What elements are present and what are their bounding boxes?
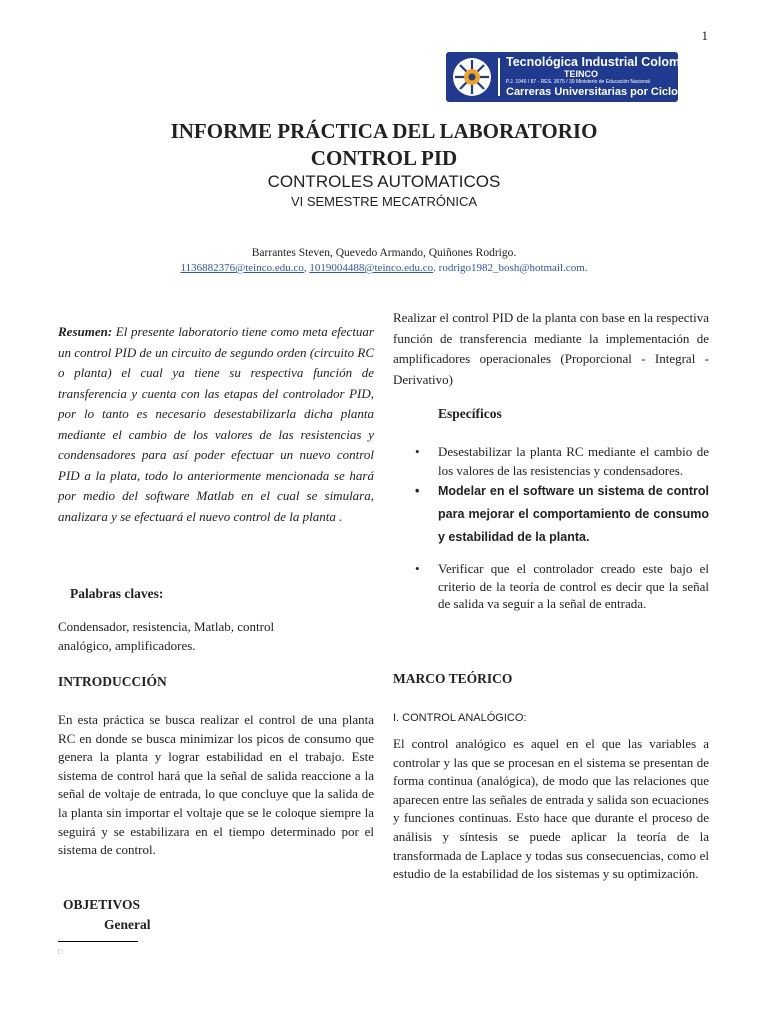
theory-heading: MARCO TEÓRICO bbox=[393, 671, 513, 686]
objectives-heading: OBJETIVOS bbox=[63, 897, 141, 912]
introduction-heading: INTRODUCCIÓN bbox=[58, 674, 167, 689]
introduction-text: En esta práctica se busca realizar el control de una planta RC en donde se busca minimizar los picos de consumo que genera la planta y lograr estabilidad en el trabajo. Este sistema de control hará que la señal de salida reaccione a la señal de voltaje de entrada, lo que concluye que la salida de la planta sin importar el voltaje que se le coloque siempre la seguirá y se estabilizara en el tiempo determinado por el sistema de control. bbox=[58, 712, 374, 858]
footnote-mark: □ bbox=[58, 948, 63, 956]
document-semester: VI SEMESTRE MECATRÓNICA bbox=[290, 194, 478, 209]
authors: Barrantes Steven, Quevedo Armando, Quiñones Rodrigo. bbox=[251, 247, 517, 259]
general-objective-text: Realizar el control PID de la planta con base en la respectiva función de transferencia mediante la implementación de amplificadores operacionales (Proporcional - Integral - Derivativo) bbox=[393, 310, 709, 387]
specific-objective-item: • Desestabilizar la planta RC mediante el cambio de los valores de las resistencias y condensadores. bbox=[393, 442, 709, 480]
email-separator: , bbox=[303, 262, 310, 274]
document-title-line1: INFORME PRÁCTICA DEL LABORATORIO bbox=[170, 119, 598, 143]
page-number: 1 bbox=[701, 28, 708, 43]
abstract-text: El presente laboratorio tiene como meta efectuar un control PID de un circuito de segundo orden (circuito RC o planta) el cual ya tiene su respectiva función de transferencia y cuenta con las etapas del controlador PID, por lo tanto es necesario desestabilizarla dicha planta mediante el cambio de los valores de las resistencias y condensadores para así poder efectuar un nuevo control PID a la plata, todo lo anteriormente mencionada se hará por medio del software Matlab en el cual se simulara, analizara y se efectuará el nuevo control de la planta . bbox=[58, 324, 374, 524]
keywords-text: Condensador, resistencia, Matlab, control analógico, amplificadores. bbox=[58, 619, 275, 653]
email-separator: . bbox=[433, 262, 439, 274]
institution-logo bbox=[446, 52, 713, 102]
specific-objectives-heading: Específicos bbox=[438, 406, 502, 421]
document-subtitle: CONTROLES AUTOMATICOS bbox=[267, 172, 501, 191]
author-emails bbox=[0, 262, 768, 274]
logo-emblem-icon bbox=[452, 57, 492, 97]
abstract-label: Resumen: bbox=[58, 324, 113, 339]
email-link-2[interactable]: 1019004488@teinco.edu.co bbox=[309, 262, 434, 274]
document-title-line2: CONTROL PID bbox=[310, 146, 458, 170]
email-link-1[interactable]: 1136882376@teinco.edu.co bbox=[180, 262, 304, 274]
logo-name: Tecnológica Industrial Colombiana bbox=[506, 55, 713, 69]
specific-objectives-list bbox=[393, 442, 709, 613]
email-text-3: rodrigo1982_bosh@hotmail.com. bbox=[438, 262, 588, 274]
footnote-rule bbox=[58, 941, 138, 942]
keywords-heading: Palabras claves: bbox=[70, 586, 164, 601]
logo-divider bbox=[498, 58, 500, 96]
theory-subheading: I. CONTROL ANALÓGICO: bbox=[393, 712, 527, 724]
abstract bbox=[58, 322, 374, 527]
logo-tagline: Carreras Universitarias por Ciclos bbox=[506, 86, 684, 98]
objectives-general-heading: General bbox=[104, 917, 151, 932]
theory-text: El control analógico es aquel en el que las variables a controlar y las que se procesan en el sistema se presentan de forma continua (analógica), de modo que las relaciones que aparecen entre las señales de entrada y salida son ecuaciones y funciones continuas. Esto hace que durante el proceso de análisis y síntesis se puede aplicar la teoría de la transformada de Laplace y todas sus consecuencias, como el estudio de la estabilidad de los sistemas y su optimización. bbox=[393, 736, 709, 882]
specific-objective-item: • Verificar que el controlador creado este bajo el criterio de la teoría de control es decir que la señal de salida va seguir a la señal de entrada. bbox=[393, 560, 709, 613]
logo-acronym: TEINCO bbox=[564, 69, 599, 79]
logo-registration: P.J. 1946 / 87 - RES. 3675 / 30 Ministerio de Educación Nacional bbox=[506, 79, 650, 85]
specific-objective-item: • Modelar en el software un sistema de control para mejorar el comportamiento de consumo y estabilidad de la planta. bbox=[393, 480, 709, 549]
